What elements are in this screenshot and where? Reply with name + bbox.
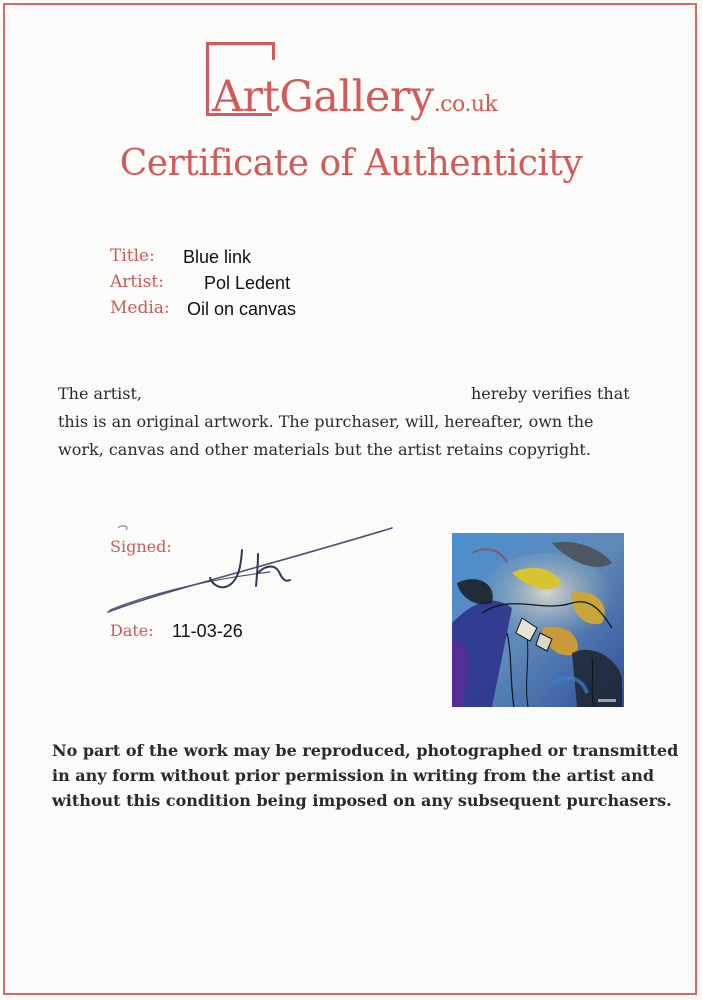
media-label: Media: (110, 298, 170, 318)
verification-line-2: this is an original artwork. The purchaser, will, hereafter, own the (58, 412, 594, 431)
date-label: Date: (110, 621, 154, 640)
verification-left: The artist, (58, 384, 142, 403)
certificate-title: Certificate of Authenticity (119, 143, 583, 184)
logo-main: ArtGallery (212, 72, 434, 122)
artwork-thumbnail (452, 533, 624, 707)
logo-suffix: .co.uk (433, 92, 498, 117)
title-value: Blue link (183, 247, 252, 267)
logo-text (212, 72, 497, 130)
footer-line-2: in any form without prior permission in writing from the artist and (52, 766, 655, 785)
title-label: Title: (110, 246, 155, 266)
footer-line-1: No part of the work may be reproduced, photographed or transmitted (52, 741, 679, 760)
verification-line-3: work, canvas and other materials but the artist retains copyright. (58, 440, 591, 459)
footer-line-3: without this condition being imposed on any subsequent purchasers. (52, 791, 672, 810)
date-value: 11-03-26 (172, 621, 243, 641)
artist-signature (100, 520, 400, 620)
artgallery-logo (206, 42, 536, 122)
artist-value: Pol Ledent (204, 273, 291, 293)
artist-label: Artist: (110, 272, 164, 292)
verification-right: hereby verifies that (471, 384, 630, 403)
signed-label: Signed: (110, 537, 172, 556)
media-value: Oil on canvas (187, 299, 297, 319)
verification-line-1 (58, 380, 648, 408)
